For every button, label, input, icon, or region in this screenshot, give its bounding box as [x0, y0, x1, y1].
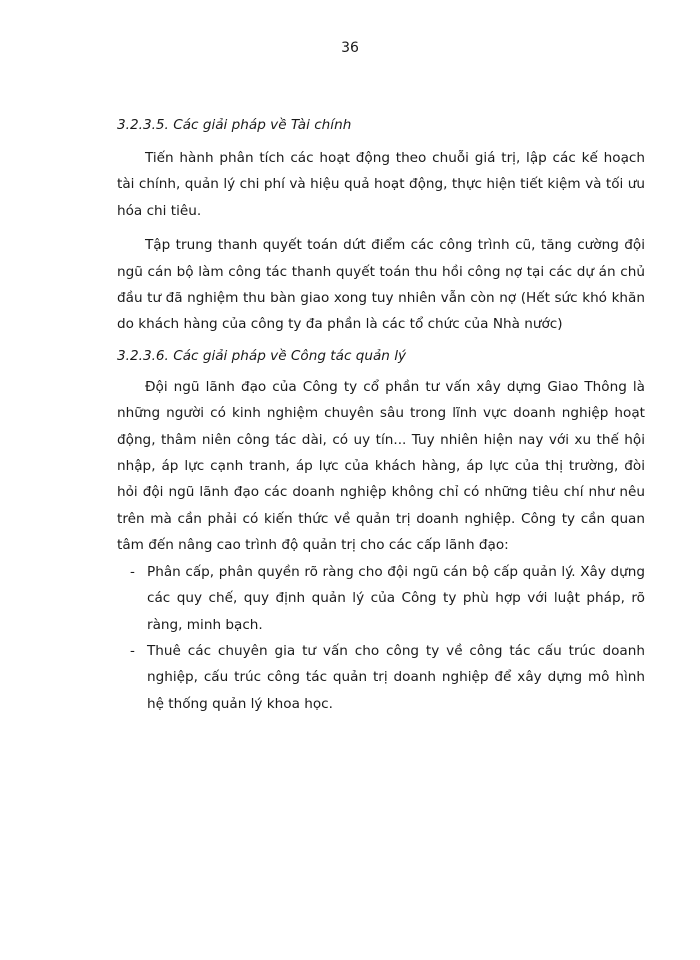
management-bullet-list [117, 559, 645, 717]
list-item-text: Thuê các chuyên gia tư vấn cho công ty về công tác cấu trúc doanh nghiệp, cấu trúc công tác quản trị doanh nghiệp để xây dựng mô hình hệ thống quản lý khoa học. [147, 642, 645, 712]
paragraph-finance-settlement: Tập trung thanh quyết toán dứt điểm các công trình cũ, tăng cường đội ngũ cán bộ làm công tác thanh quyết toán thu hồi công nợ tại các dự án chủ đầu tư đã nghiệm thu bàn giao xong tuy nhiên vẫn còn nợ (Hết sức khó khăn do khách hàng của công ty đa phần là các tổ chức của Nhà nước) [117, 237, 645, 333]
list-item [117, 559, 645, 638]
page-number: 36 [341, 40, 359, 56]
paragraph-finance-analysis: Tiến hành phân tích các hoạt động theo chuỗi giá trị, lập các kế hoạch tài chính, quản lý chi phí và hiệu quả hoạt động, thực hiện tiết kiệm và tối ưu hóa chi tiêu. [117, 150, 645, 219]
bullet-dash: - [130, 563, 135, 580]
section-heading-finance: 3.2.3.5. Các giải pháp về Tài chính [117, 117, 352, 133]
section-heading-management: 3.2.3.6. Các giải pháp về Công tác quản lý [117, 347, 407, 364]
paragraph-management-leadership: Đội ngũ lãnh đạo của Công ty cổ phần tư vấn xây dựng Giao Thông là những người có kinh nghiệm chuyên sâu trong lĩnh vực doanh nghiệp hoạt động, thâm niên công tác dài, có uy tín... Tuy nhiên hiện nay với xu thế hội nhập, áp lực cạnh tranh, áp lực của khách hàng, áp lực của thị trường, đòi hỏi đội ngũ lãnh đạo các doanh nghiệp không chỉ có những tiêu chí như nêu trên mà cần phải có kiến thức về quản trị doanh nghiệp. Công ty cần quan tâm đến nâng cao trình độ quản trị cho các cấp lãnh đạo: [117, 378, 645, 554]
document-body [117, 113, 645, 717]
list-item-text: Phân cấp, phân quyền rõ ràng cho đội ngũ cán bộ cấp quản lý. Xây dựng các quy chế, quy định quản lý của Công ty phù hợp với luật pháp, rõ ràng, minh bạch. [147, 563, 645, 633]
bullet-dash: - [130, 642, 135, 659]
list-item [117, 638, 645, 717]
